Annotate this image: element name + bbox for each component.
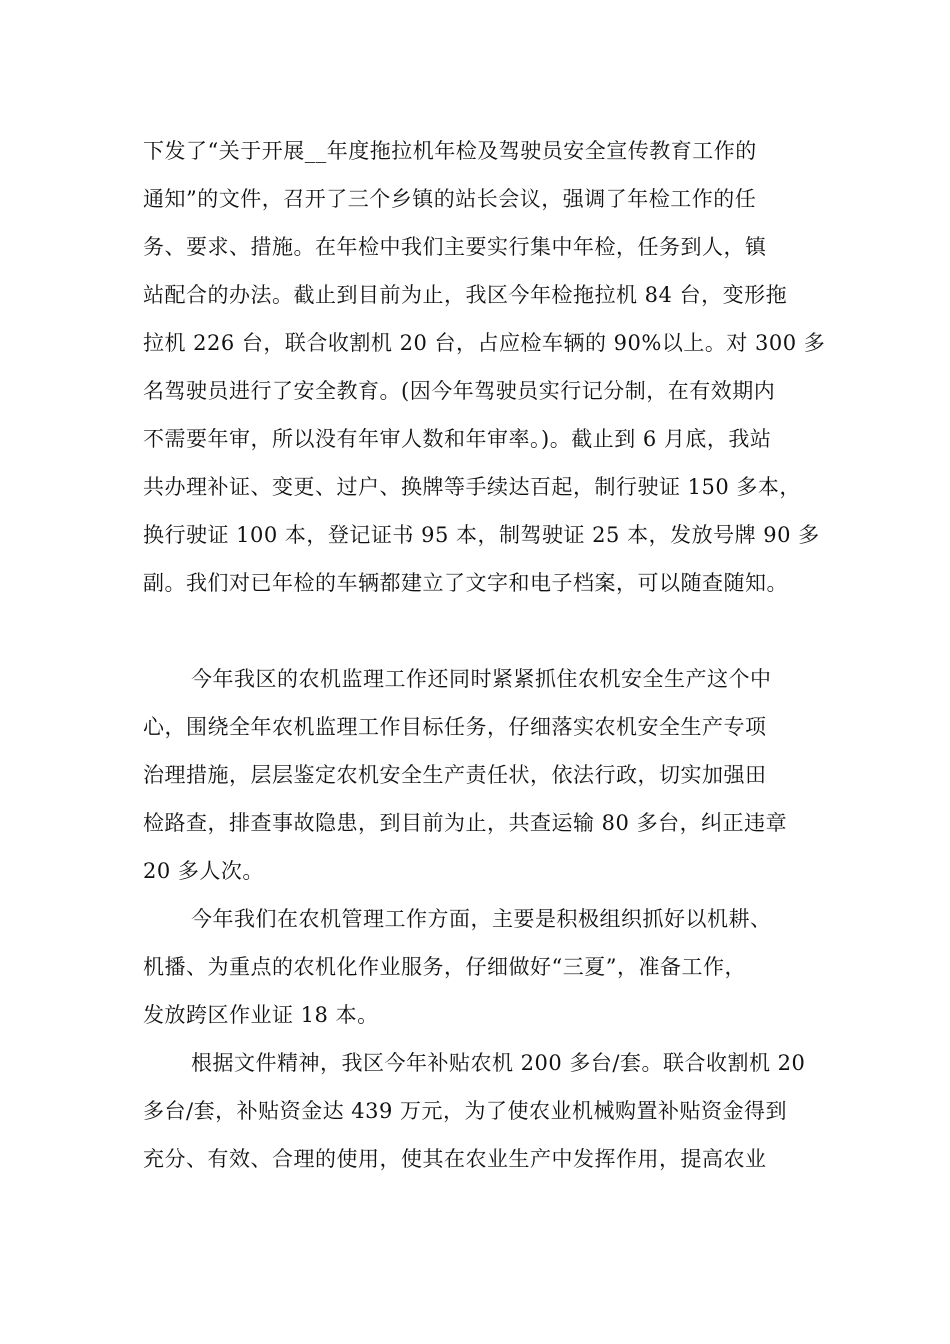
paragraph-3-line-3: 发放跨区作业证 18 本。	[143, 1003, 379, 1027]
paragraph-3-line-1: 今年我们在农机管理工作方面，主要是积极组织抓好以机耕、	[191, 907, 772, 931]
paragraph-2-line-3: 治理措施，层层鉴定农机安全生产责任状，依法行政，切实加强田	[143, 763, 767, 787]
paragraph-2-line-2: 心，围绕全年农机监理工作目标任务，仔细落实农机安全生产专项	[143, 715, 767, 739]
paragraph-2-line-1: 今年我区的农机监理工作还同时紧紧抓住农机安全生产这个中	[191, 667, 772, 691]
paragraph-1-line-10: 副。我们对已年检的车辆都建立了文字和电子档案，可以随查随知。	[143, 571, 788, 595]
paragraph-1-line-8: 共办理补证、变更、过户、换牌等手续达百起，制行驶证 150 多本，	[143, 475, 801, 499]
paragraph-2-line-4: 检路查，排查事故隐患，到目前为止，共查运输 80 多台，纠正违章	[143, 811, 788, 835]
paragraph-1-line-1: 下发了“关于开展__年度拖拉机年检及驾驶员安全宣传教育工作的	[143, 139, 757, 163]
paragraph-1-line-9: 换行驶证 100 本，登记证书 95 本，制驾驶证 25 本，发放号牌 90 多	[143, 523, 820, 547]
paragraph-1-line-6: 名驾驶员进行了安全教育。(因今年驾驶员实行记分制，在有效期内	[143, 379, 776, 403]
paragraph-4-line-2: 多台/套，补贴资金达 439 万元，为了使农业机械购置补贴资金得到	[143, 1099, 788, 1123]
paragraph-2-line-5: 20 多人次。	[143, 859, 264, 883]
paragraph-1-line-2: 通知”的文件，召开了三个乡镇的站长会议，强调了年检工作的任	[143, 187, 757, 211]
paragraph-3-line-2: 机播、为重点的农机化作业服务，仔细做好“三夏”，准备工作，	[143, 955, 746, 979]
paragraph-1-line-7: 不需要年审，所以没有年审人数和年审率。)。截止到 6 月底，我站	[143, 427, 772, 451]
paragraph-1-line-5: 拉机 226 台，联合收割机 20 台，占应检车辆的 90%以上。对 300 多	[143, 331, 826, 355]
paragraph-1-line-3: 务、要求、措施。在年检中我们主要实行集中年检，任务到人，镇	[143, 235, 767, 259]
paragraph-4-line-3: 充分、有效、合理的使用，使其在农业生产中发挥作用，提高农业	[143, 1147, 767, 1171]
paragraph-4-line-1: 根据文件精神，我区今年补贴农机 200 多台/套。联合收割机 20	[191, 1051, 806, 1075]
paragraph-1-line-4: 站配合的办法。截止到目前为止，我区今年检拖拉机 84 台，变形拖	[143, 283, 788, 307]
